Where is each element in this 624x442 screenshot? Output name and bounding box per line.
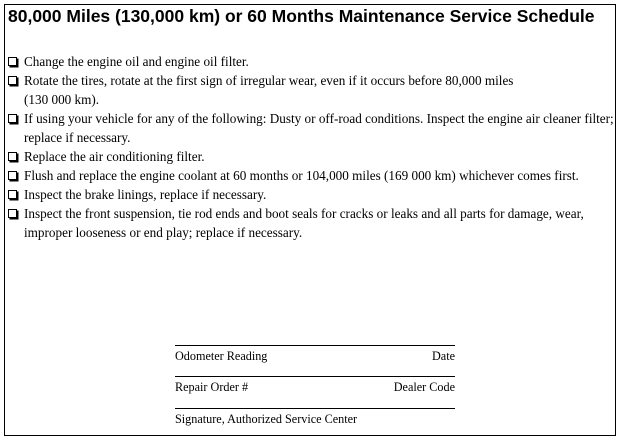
checklist-item bbox=[8, 204, 616, 242]
checkbox-icon[interactable] bbox=[8, 76, 17, 85]
checklist-item-text: Replace the air conditioning filter. bbox=[24, 149, 205, 164]
checkbox-icon[interactable] bbox=[8, 57, 17, 66]
date-label: Date bbox=[431, 349, 455, 363]
authorized-signature-row bbox=[175, 408, 455, 427]
checkbox-icon[interactable] bbox=[8, 171, 17, 180]
odometer-signature-row bbox=[175, 345, 455, 364]
odometer-reading-label: Odometer Reading bbox=[175, 349, 268, 363]
checkbox-icon[interactable] bbox=[8, 190, 17, 199]
checklist-item-text: Rotate the tires, rotate at the first sign of irregular wear, even if it occurs before 80,000 miles (130 000 km). bbox=[24, 73, 514, 107]
checkbox-icon[interactable] bbox=[8, 152, 17, 161]
checklist-item bbox=[8, 147, 616, 166]
checklist-item-text: Inspect the front suspension, tie rod ends and boot seals for cracks or leaks and all parts for damage, wear, improper looseness or end play; replace if necessary. bbox=[24, 206, 584, 240]
checkbox-icon[interactable] bbox=[8, 209, 17, 218]
checklist-item bbox=[8, 109, 616, 147]
maintenance-checklist bbox=[8, 52, 616, 242]
checklist-item-text: If using your vehicle for any of the following: Dusty or off-road conditions. Inspect the engine air cleaner filter; replace if necessary. bbox=[24, 111, 614, 145]
checklist-item bbox=[8, 185, 616, 204]
dealer-code-label: Dealer Code bbox=[393, 380, 455, 394]
checklist-item-text: Change the engine oil and engine oil filter. bbox=[24, 54, 249, 69]
repair-order-signature-row bbox=[175, 376, 455, 395]
schedule-title: 80,000 Miles (130,000 km) or 60 Months Maintenance Service Schedule bbox=[8, 6, 595, 26]
checklist-item-text: Flush and replace the engine coolant at 60 months or 104,000 miles (169 000 km) whichever comes first. bbox=[24, 168, 579, 183]
signature-label: Signature, Authorized Service Center bbox=[175, 412, 358, 426]
checklist-item bbox=[8, 71, 616, 109]
checklist-item-text: Inspect the brake linings, replace if necessary. bbox=[24, 187, 267, 202]
checklist-item bbox=[8, 166, 616, 185]
checklist-item bbox=[8, 52, 616, 71]
repair-order-label: Repair Order # bbox=[175, 380, 249, 394]
checkbox-icon[interactable] bbox=[8, 114, 17, 123]
